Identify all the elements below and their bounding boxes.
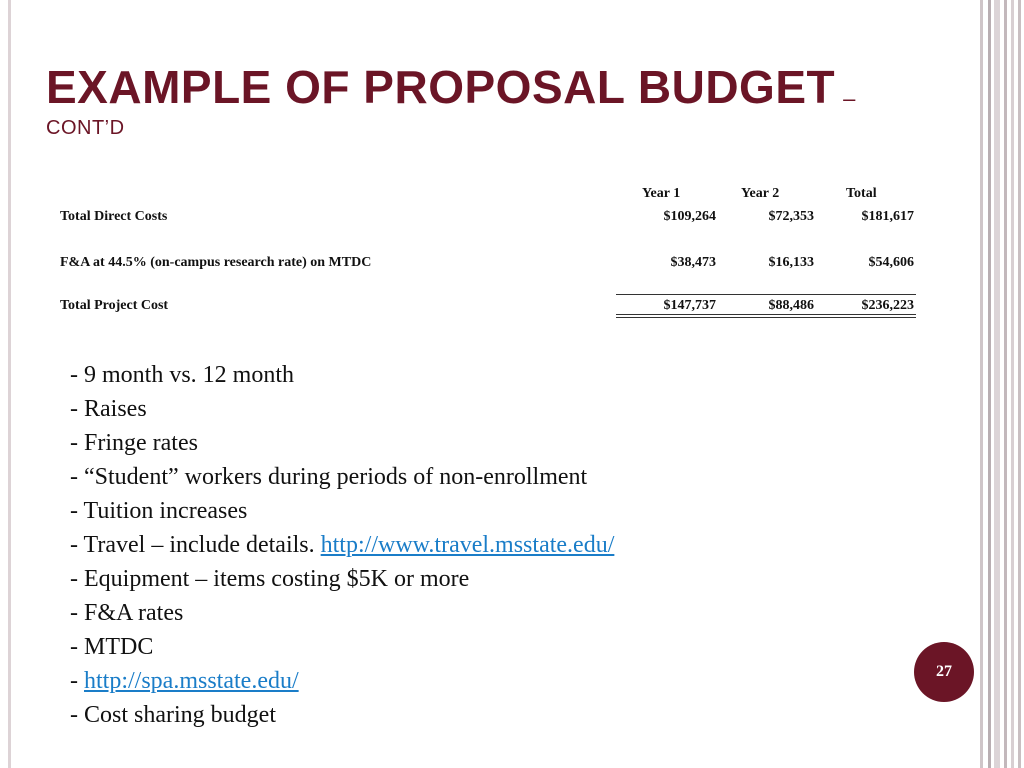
- list-item: - Cost sharing budget: [70, 702, 276, 728]
- header-year2: Year 2: [741, 186, 780, 201]
- row-label: F&A at 44.5% (on-campus research rate) on MTDC: [60, 255, 372, 270]
- bullet-list: [70, 358, 614, 732]
- row-label: Total Project Cost: [60, 298, 169, 313]
- list-item: - 9 month vs. 12 month: [70, 362, 295, 388]
- list-item: - Fringe rates: [70, 430, 198, 456]
- spa-link[interactable]: http://spa.msstate.edu/: [84, 668, 299, 694]
- row-label: Total Direct Costs: [60, 209, 168, 224]
- title-subtitle: CONT’D: [46, 117, 125, 139]
- list-item-text: - Travel – include details.: [70, 532, 321, 558]
- page-number-badge: 27: [914, 642, 974, 702]
- table-header-row: [60, 186, 916, 204]
- cell-total: $181,617: [861, 209, 914, 224]
- list-item: - Raises: [70, 396, 147, 422]
- cell-total: $54,606: [868, 255, 914, 270]
- header-total: Total: [846, 186, 877, 201]
- list-item: - Equipment – items costing $5K or more: [70, 566, 470, 592]
- cell-year2: $72,353: [768, 209, 814, 224]
- cell-year2: $88,486: [768, 298, 814, 313]
- cell-year1: $147,737: [663, 298, 716, 313]
- list-item: [70, 664, 614, 698]
- right-frame-border: [980, 0, 1024, 768]
- table-row: [60, 255, 916, 273]
- title-main: EXAMPLE OF PROPOSAL BUDGET: [46, 61, 836, 113]
- list-item: [70, 528, 614, 562]
- cell-year1: $38,473: [670, 255, 716, 270]
- table-row: [60, 209, 916, 227]
- total-rule-top: [616, 294, 916, 295]
- list-item-text: -: [70, 668, 84, 694]
- total-double-rule: [616, 314, 916, 318]
- cell-total: $236,223: [861, 298, 914, 313]
- list-item: - MTDC: [70, 634, 154, 660]
- list-item: - Tuition increases: [70, 498, 248, 524]
- cell-year2: $16,133: [768, 255, 814, 270]
- header-year1: Year 1: [642, 186, 681, 201]
- cell-year1: $109,264: [663, 209, 716, 224]
- list-item: - F&A rates: [70, 600, 184, 626]
- slide-title: [46, 61, 946, 139]
- left-frame-border: [8, 0, 11, 768]
- travel-link[interactable]: http://www.travel.msstate.edu/: [320, 532, 615, 558]
- title-dash: –: [843, 85, 856, 111]
- list-item: - “Student” workers during periods of non-enrollment: [70, 464, 588, 490]
